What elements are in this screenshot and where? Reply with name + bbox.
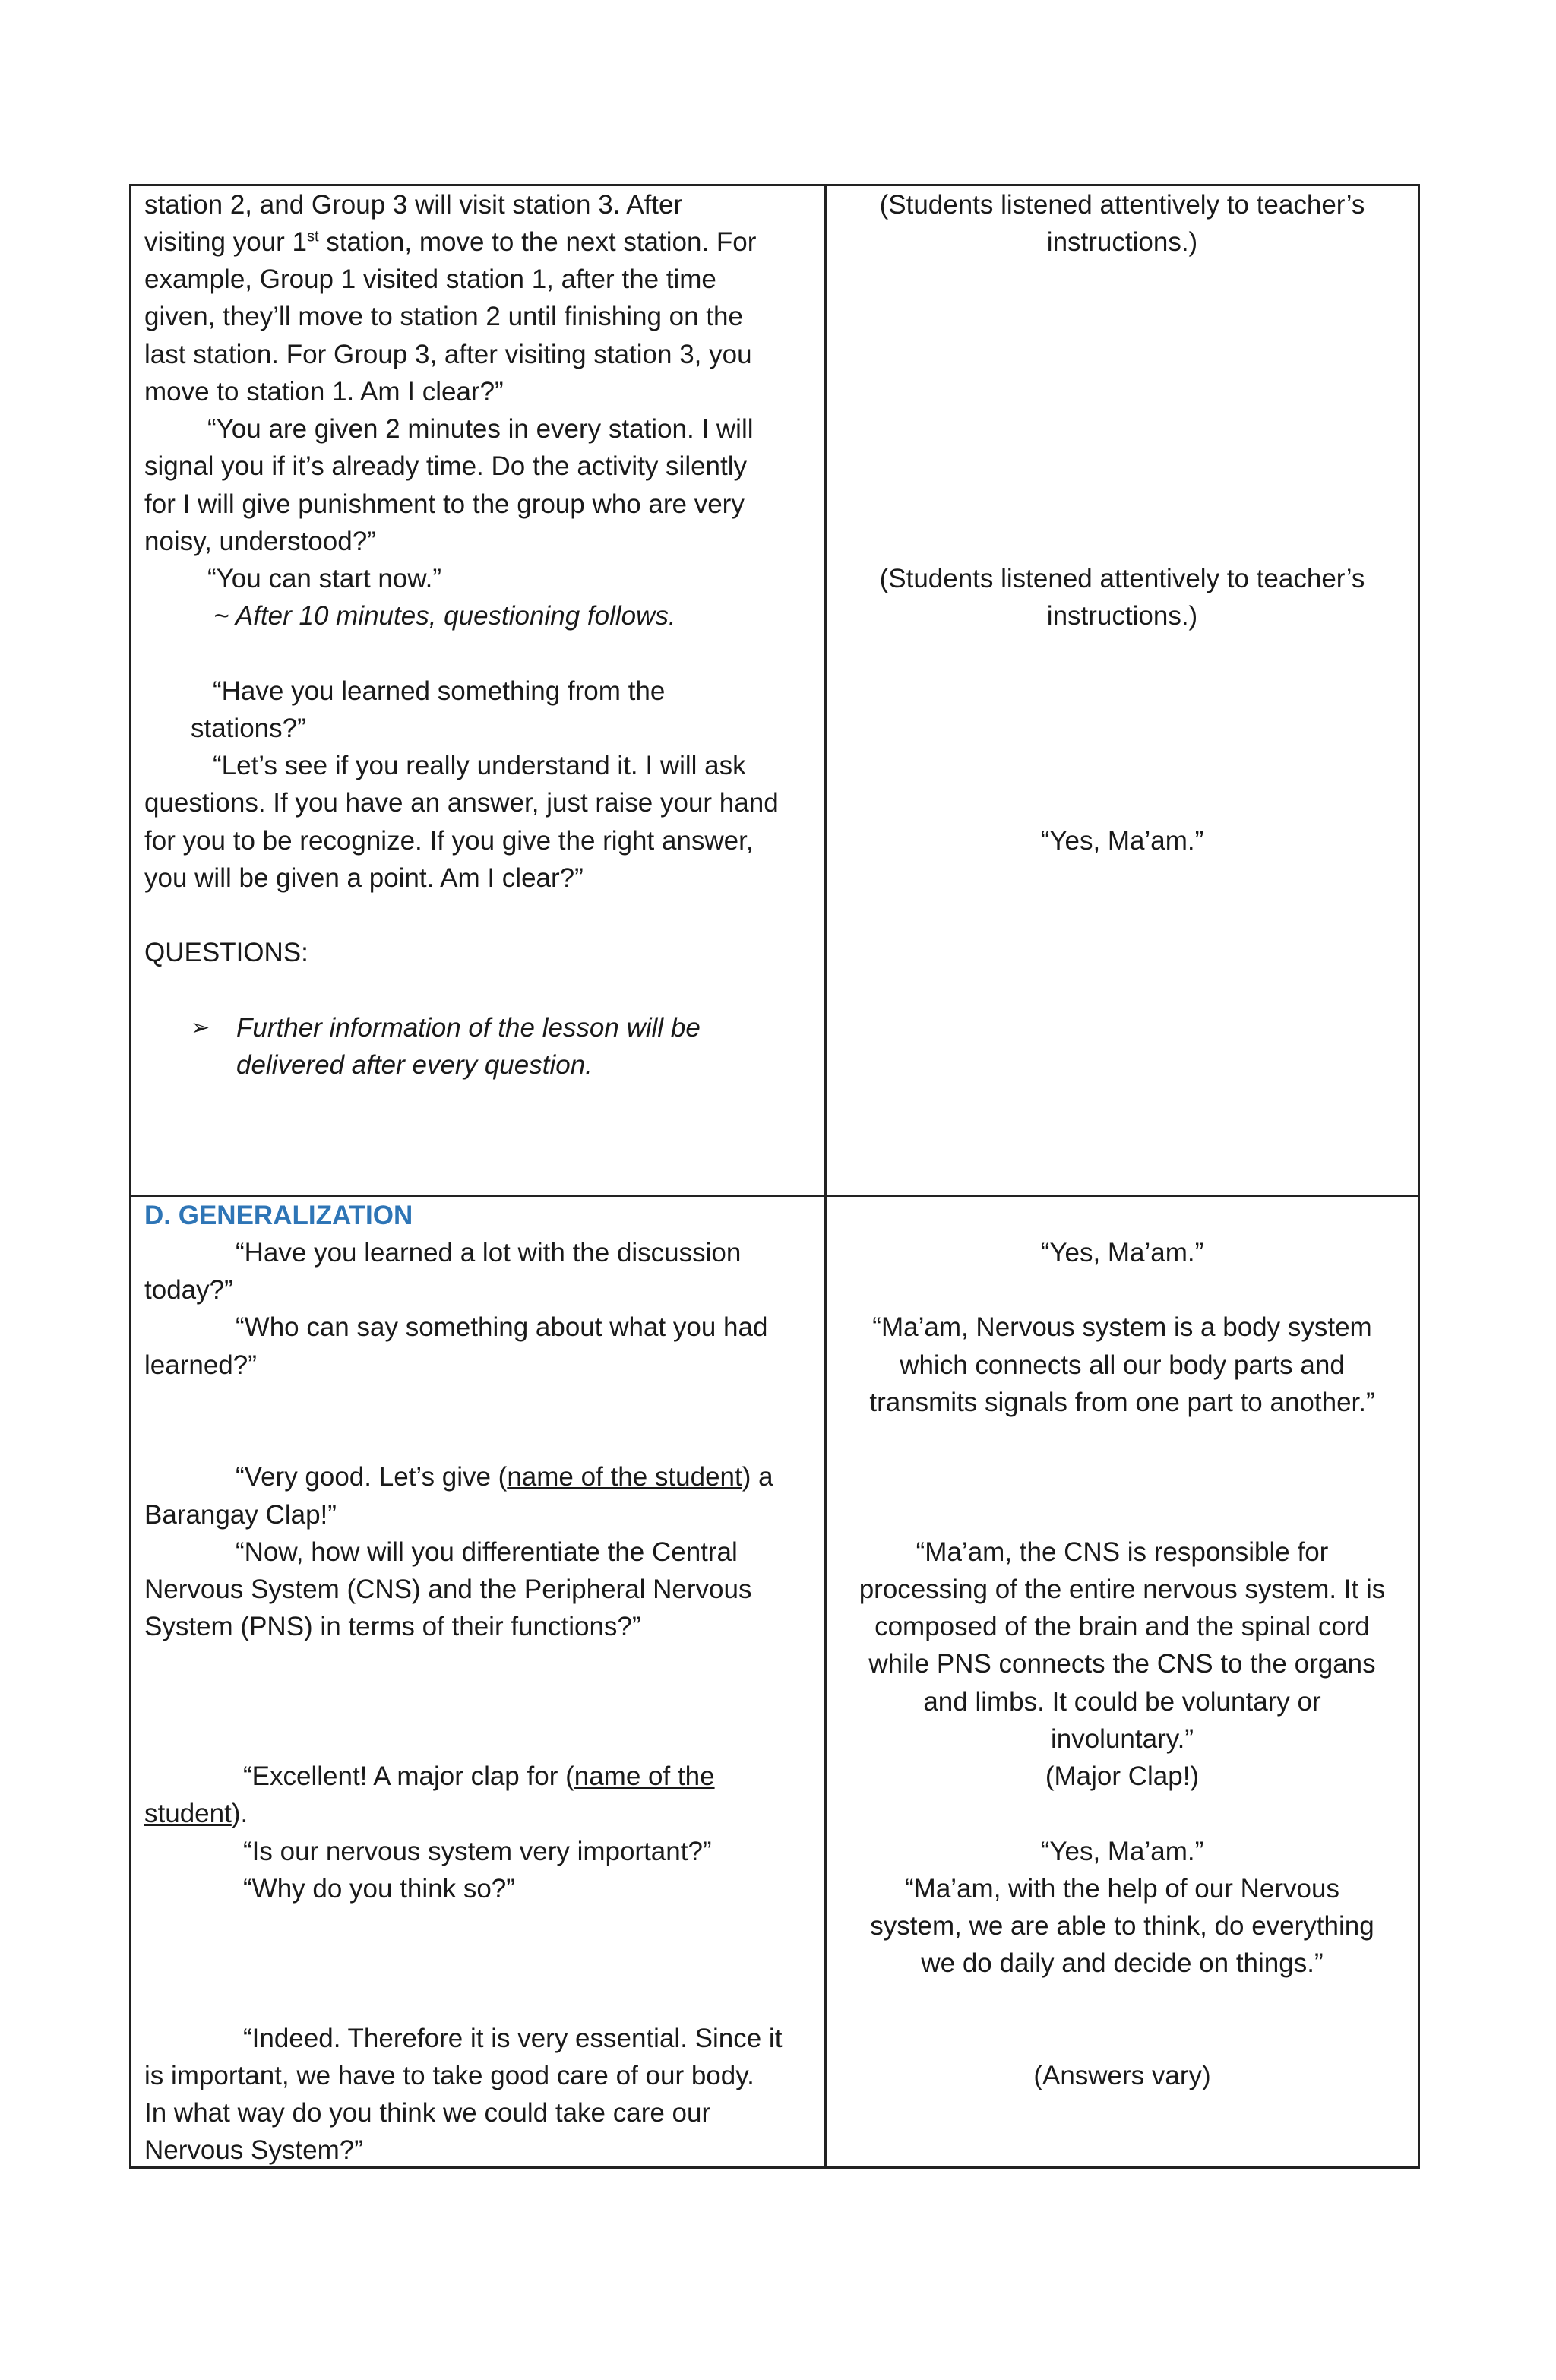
text-line: and limbs. It could be voluntary or [923,1687,1321,1717]
text-line: System (PNS) in terms of their functions?” [144,1612,641,1641]
student-activity-cell [826,1196,1419,2168]
text-line: is important, we have to take good care of our body. [144,2061,754,2090]
text-line: delivered after every question. [236,1050,593,1080]
text-line: “Indeed. Therefore it is very essential. Since it [243,2024,783,2053]
text-line: “Ma’am, Nervous system is a body system [872,1312,1372,1342]
text-line: questions. If you have an answer, just raise your hand [144,788,779,818]
text-line: Nervous System (CNS) and the Peripheral Nervous [144,1575,752,1604]
text-line: while PNS connects the CNS to the organs [868,1649,1376,1679]
text-line: “Why do you think so?” [243,1874,515,1904]
text-line: last station. For Group 3, after visiting station 3, you [144,340,752,369]
text-line: involuntary.” [1050,1724,1194,1754]
text-line: “Ma’am, with the help of our Nervous [905,1874,1339,1904]
text-span: visiting your 1 [144,227,307,257]
text-line: (Major Clap!) [1045,1761,1200,1791]
text-line [144,1795,248,1832]
text-line: instructions.) [1046,227,1198,257]
text-line: learned?” [144,1350,257,1380]
text-line: processing of the entire nervous system. It is [859,1575,1386,1604]
text-line [236,1458,773,1495]
text-line: (Students listened attentively to teacher’s [879,564,1365,593]
text-line: which connects all our body parts and [900,1350,1345,1380]
text-line: Further information of the lesson will be [236,1013,701,1043]
text-line: (Answers vary) [1033,2061,1211,2090]
text-line: Barangay Clap!” [144,1500,337,1530]
text-line: station 2, and Group 3 will visit station 3. After [144,190,683,220]
text-line: “Yes, Ma’am.” [1040,1837,1204,1866]
text-line: you will be given a point. Am I clear?” [144,863,584,893]
lesson-plan-table [129,184,1420,2169]
text-line: we do daily and decide on things.” [921,1948,1324,1978]
text-line: for you to be recognize. If you give the right answer, [144,826,754,856]
student-name-placeholder: student [144,1799,232,1828]
text-line: “Yes, Ma’am.” [1040,826,1204,856]
text-line: “Yes, Ma’am.” [1040,1238,1204,1268]
text-line: “Is our nervous system very important?” [243,1837,712,1866]
text-span: ). [231,1799,248,1828]
text-line: signal you if it’s already time. Do the activity silently [144,451,748,481]
section-heading: D. GENERALIZATION [144,1201,413,1230]
text-span: “Very good. Let’s give ( [236,1462,508,1492]
text-span: ) a [742,1462,773,1492]
text-line: “You are given 2 minutes in every station. I will [207,414,754,444]
text-line: “Have you learned something from the [213,676,666,706]
text-line: In what way do you think we could take care our [144,2098,711,2128]
text-line: “Who can say something about what you had [236,1312,768,1342]
text-line: noisy, understood?” [144,527,376,556]
text-line: instructions.) [1046,601,1198,631]
teacher-activity-cell [131,1196,826,2168]
text-line: transmits signals from one part to another.” [869,1388,1375,1417]
text-line: “Have you learned a lot with the discussion [236,1238,742,1268]
text-line: ~ After 10 minutes, questioning follows. [213,601,676,631]
text-line: system, we are able to think, do everything [870,1911,1374,1941]
student-name-placeholder: name of the student [507,1462,742,1492]
text-line: Nervous System?” [144,2135,363,2165]
table-row [131,1196,1419,2168]
text-line [144,223,756,261]
text-line [243,1758,715,1795]
student-activity-cell [826,185,1419,1196]
text-line: composed of the brain and the spinal cord [874,1612,1370,1641]
table-row [131,185,1419,1196]
text-line: for I will give punishment to the group who are very [144,489,745,519]
student-name-placeholder: name of the [574,1761,715,1791]
text-line: today?” [144,1275,233,1305]
text-line: (Students listened attentively to teacher’s [879,190,1365,220]
text-line: stations?” [191,714,306,743]
text-line: “Now, how will you differentiate the Central [236,1537,738,1567]
text-span: station, move to the next station. For [318,227,757,257]
text-line: QUESTIONS: [144,938,308,967]
text-line: “Ma’am, the CNS is responsible for [916,1537,1329,1567]
arrow-bullet-icon: ➢ [191,1015,210,1040]
text-line: move to station 1. Am I clear?” [144,377,504,407]
text-line: given, they’ll move to station 2 until finishing on the [144,302,743,331]
text-line: “Let’s see if you really understand it. I will ask [213,751,746,780]
text-span: “Excellent! A major clap for ( [243,1761,574,1791]
text-line: example, Group 1 visited station 1, after the time [144,264,716,294]
teacher-activity-cell [131,185,826,1196]
text-line: “You can start now.” [207,564,442,593]
superscript: st [306,228,319,245]
